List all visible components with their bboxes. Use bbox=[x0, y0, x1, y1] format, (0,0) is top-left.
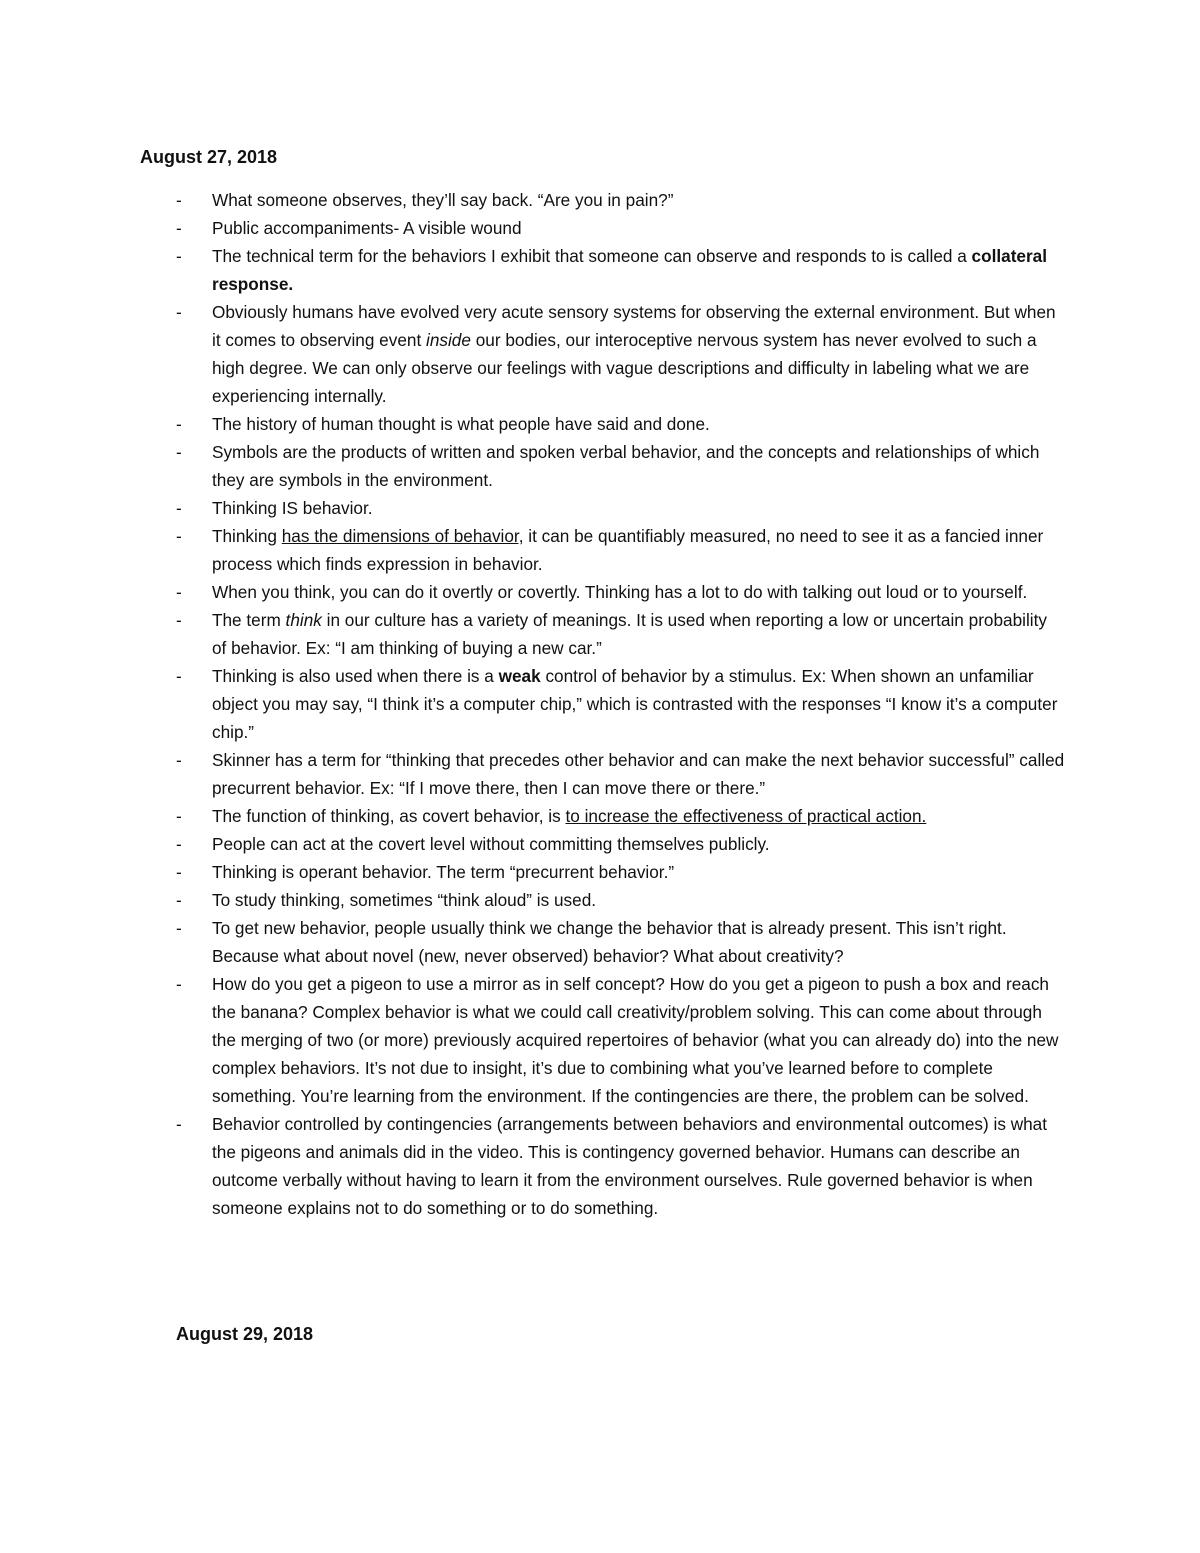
underlined-phrase: has the dimensions of behavior, bbox=[281, 526, 524, 546]
bold-term: weak bbox=[498, 666, 541, 686]
list-item: - To get new behavior, people usually think we change the behavior that is already present. This isn’t right. Because what about novel (new, never observed) behavior? What about creativity? bbox=[176, 914, 1066, 970]
list-item: - Skinner has a term for “thinking that precedes other behavior and can make the next behavior successful” called precurrent behavior. Ex: “If I move there, then I can move there or there.” bbox=[176, 746, 1066, 802]
list-item: - Thinking is also used when there is a weak control of behavior by a stimulus. Ex: When shown an unfamiliar object you may say, “I think it’s a computer chip,” which is contrasted with the responses “I know it’s a computer chip.” bbox=[176, 662, 1066, 746]
list-item: - The history of human thought is what people have said and done. bbox=[176, 410, 1066, 438]
list-item: - The technical term for the behaviors I exhibit that someone can observe and responds to is called a collateral response. bbox=[176, 242, 1066, 298]
list-item: - Thinking has the dimensions of behavior, it can be quantifiably measured, no need to see it as a fancied inner process which finds expression in behavior. bbox=[176, 522, 1066, 578]
list-item: - When you think, you can do it overtly or covertly. Thinking has a lot to do with talking out loud or to yourself. bbox=[176, 578, 1066, 606]
list-item: - Behavior controlled by contingencies (arrangements between behaviors and environmental outcomes) is what the pigeons and animals did in the video. This is contingency governed behavior. Humans can describe an outcome verbally without having to learn it from the environment ourselves. Rule governed behavior is when someone explains not to do something or to do something. bbox=[176, 1110, 1066, 1222]
list-item: - What someone observes, they’ll say back. “Are you in pain?” bbox=[176, 186, 1066, 214]
list-item: - People can act at the covert level without committing themselves publicly. bbox=[176, 830, 1066, 858]
list-item: - Thinking IS behavior. bbox=[176, 494, 1066, 522]
date-heading-august-27: August 27, 2018 bbox=[140, 147, 278, 167]
list-item: - How do you get a pigeon to use a mirror as in self concept? How do you get a pigeon to push a box and reach the banana? Complex behavior is what we could call creativity/problem solving. This can come about through the merging of two (or more) previously acquired repertoires of behavior (what you can already do) into the new complex behaviors. It’s not due to insight, it’s due to combining what you’ve learned before to complete something. You’re learning from the environment. If the contingencies are there, the problem can be solved. bbox=[176, 970, 1066, 1110]
notes-list bbox=[176, 186, 1066, 1222]
list-item: - To study thinking, sometimes “think aloud” is used. bbox=[176, 886, 1066, 914]
list-item: - Obviously humans have evolved very acute sensory systems for observing the external environment. But when it comes to observing event inside our bodies, our interoceptive nervous system has never evolved to such a high degree. We can only observe our feelings with vague descriptions and difficulty in labeling what we are experiencing internally. bbox=[176, 298, 1066, 410]
list-item: - The term think in our culture has a variety of meanings. It is used when reporting a low or uncertain probability of behavior. Ex: “I am thinking of buying a new car.” bbox=[176, 606, 1066, 662]
date-heading-august-29: August 29, 2018 bbox=[176, 1324, 314, 1344]
underlined-phrase: to increase the effectiveness of practical action. bbox=[565, 806, 927, 826]
list-item: - Symbols are the products of written and spoken verbal behavior, and the concepts and relationships of which they are symbols in the environment. bbox=[176, 438, 1066, 494]
list-item: - The function of thinking, as covert behavior, is to increase the effectiveness of practical action. bbox=[176, 802, 1066, 830]
italic-term: think bbox=[285, 610, 322, 630]
list-item: - Public accompaniments- A visible wound bbox=[176, 214, 1066, 242]
list-item: - Thinking is operant behavior. The term “precurrent behavior.” bbox=[176, 858, 1066, 886]
italic-term: inside bbox=[426, 330, 471, 350]
bold-term: collateral response. bbox=[212, 246, 1048, 294]
